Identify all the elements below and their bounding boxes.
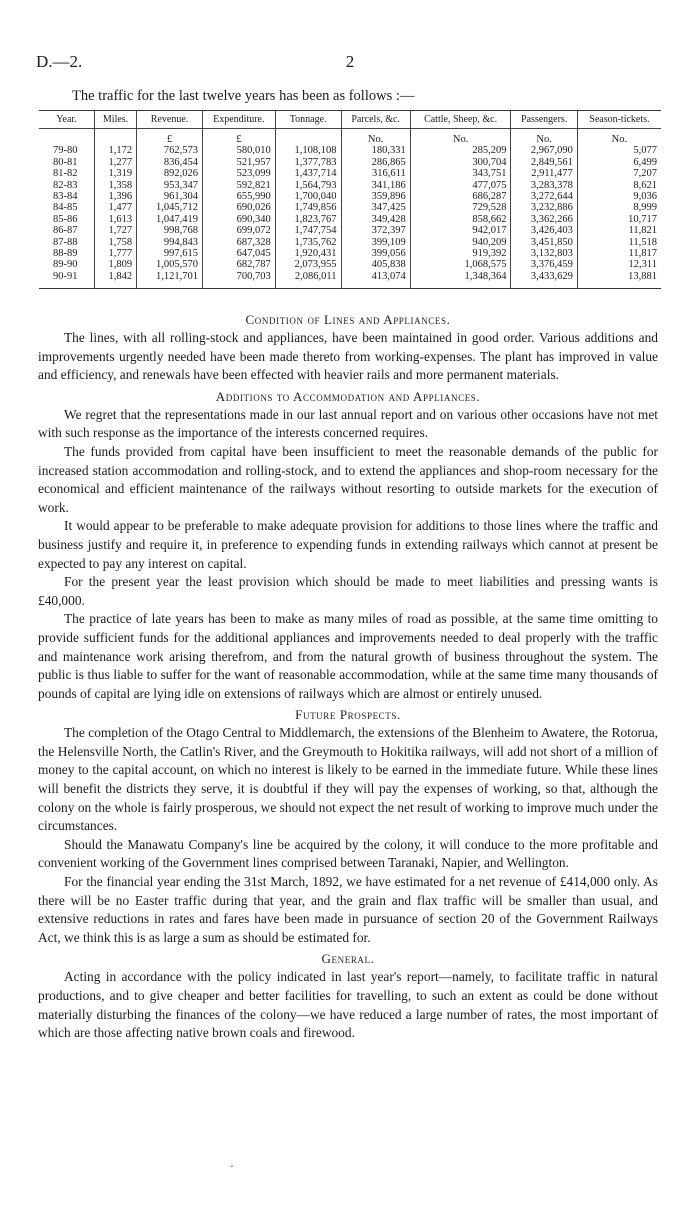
table-cell: 3,272,644 <box>511 191 577 202</box>
table-cell: 12,311 <box>577 259 661 270</box>
table-cell: 87-88 <box>53 236 78 248</box>
table-cell: 592,821 <box>202 180 275 191</box>
table-cell: 1,823,767 <box>275 214 341 225</box>
table-cell: 1,068,575 <box>410 259 511 270</box>
table-cell: 1,564,793 <box>275 180 341 191</box>
table-cell: 687,328 <box>202 237 275 248</box>
paragraph: For the financial year ending the 31st March, 1892, we have estimated for a net revenue of £414,000 only. As there will be no Easter traffic during that year, and the grain and flax traffic will be smaller than usual, and extensive reductions in rates and fares have been made in pursuance of section 20 of the Government Railways Act, we think this is as large a sum as should be estimated for. <box>38 874 658 945</box>
document-reference: D.—2. <box>36 52 83 71</box>
traffic-table <box>39 110 661 289</box>
table-cell: 686,287 <box>410 191 511 202</box>
table-cell: 690,026 <box>202 202 275 213</box>
report-body <box>38 308 658 1043</box>
paragraph: For the present year the least provision which should be made to meet liabilities and pressing wants is £40,000. <box>38 574 658 608</box>
unit-cell: No. <box>410 129 511 146</box>
unit-cell: No. <box>511 129 577 146</box>
table-cell: 2,967,090 <box>511 145 577 156</box>
table-cell: 1,758 <box>95 237 137 248</box>
table-cell: 1,319 <box>95 168 137 179</box>
table-cell: 5,077 <box>577 145 661 156</box>
table-cell: 2,073,955 <box>275 259 341 270</box>
section-heading-general: General. <box>321 951 375 967</box>
table-cell: 1,477 <box>95 202 137 213</box>
table-cell: 7,207 <box>577 168 661 179</box>
table-body <box>39 129 661 289</box>
table-cell: 84-85 <box>53 202 78 214</box>
table-cell: 86-87 <box>53 225 78 237</box>
column-header-year: Year. <box>39 111 95 129</box>
table-cell: 8,621 <box>577 180 661 191</box>
table-cell: 1,437,714 <box>275 168 341 179</box>
paragraph: It would appear to be preferable to make adequate provision for additions to those lines where the traffic and business justify and require it, in preference to expending funds in extending railways which cannot at present be expected to pay any interest on capital. <box>38 518 658 571</box>
table-cell: 994,843 <box>137 237 203 248</box>
unit-cell: No. <box>341 129 410 146</box>
page-number: 2 <box>345 52 355 71</box>
section-heading-condition: Condition of Lines and Appliances. <box>245 312 451 327</box>
table-cell: 3,232,886 <box>511 202 577 213</box>
table-cell: 523,099 <box>202 168 275 179</box>
table-cell: 180,331 <box>341 145 410 156</box>
unit-cell <box>39 129 95 146</box>
table-row <box>39 180 661 191</box>
unit-cell: £ <box>137 129 203 146</box>
table-cell: 341,186 <box>341 180 410 191</box>
table-cell: 1,121,701 <box>137 271 203 289</box>
table-row <box>39 202 661 213</box>
table-units-row <box>39 129 661 146</box>
table-cell: 3,433,629 <box>511 271 577 289</box>
table-cell: 1,777 <box>95 248 137 259</box>
table-row <box>39 259 661 270</box>
table-cell: 11,817 <box>577 248 661 259</box>
table-row <box>39 237 661 248</box>
table-cell: 1,277 <box>95 157 137 168</box>
table-cell: 3,362,266 <box>511 214 577 225</box>
unit-cell <box>275 129 341 146</box>
table-cell: 81-82 <box>53 168 78 180</box>
table-row <box>39 145 661 156</box>
table-cell: 655,990 <box>202 191 275 202</box>
table-cell: 8,999 <box>577 202 661 213</box>
table-cell: 2,849,561 <box>511 157 577 168</box>
table-cell: 682,787 <box>202 259 275 270</box>
table-cell: 89-90 <box>53 259 78 271</box>
table-cell: 998,768 <box>137 225 203 236</box>
section-heading-additions: Additions to Accommodation and Appliances. <box>215 388 481 404</box>
paragraph: We regret that the representations made in our last annual report and on various other occasions have not met with such response as the importance of the interests concerned requires. <box>38 406 658 441</box>
table-cell: 286,865 <box>341 157 410 168</box>
table-intro: The traffic for the last twelve years has been as follows :— <box>72 88 415 104</box>
table-cell: 349,428 <box>341 214 410 225</box>
table-cell: 3,283,378 <box>511 180 577 191</box>
table-cell: 3,451,850 <box>511 237 577 248</box>
table-cell: 1,735,762 <box>275 237 341 248</box>
table-cell: 647,045 <box>202 248 275 259</box>
table-cell: 11,821 <box>577 225 661 236</box>
table-cell: 1,396 <box>95 191 137 202</box>
column-header-tonnage: Tonnage. <box>275 111 341 129</box>
column-header-parcels: Parcels, &c. <box>341 111 410 129</box>
table-cell: 940,209 <box>410 237 511 248</box>
section-heading-future: Future Prospects. <box>295 707 401 723</box>
paragraph: Should the Manawatu Company's line be acquired by the colony, it will conduce to the more profitable and convenient working of the Government lines comprised between Taranaki, Napier, and Wellington. <box>38 836 658 871</box>
table-cell: 13,881 <box>577 271 661 289</box>
table-row <box>39 214 661 225</box>
table-cell: 961,304 <box>137 191 203 202</box>
table-cell: 79-80 <box>53 145 78 157</box>
table-cell: 2,086,011 <box>275 271 341 289</box>
table-cell: 700,703 <box>202 271 275 289</box>
table-row <box>39 271 661 289</box>
column-header-miles: Miles. <box>95 111 137 129</box>
table-row <box>39 168 661 179</box>
unit-cell: £ <box>202 129 275 146</box>
table-cell: 80-81 <box>53 156 78 168</box>
table-cell: 399,109 <box>341 237 410 248</box>
table-cell: 3,132,803 <box>511 248 577 259</box>
table-cell: 413,074 <box>341 271 410 289</box>
table-cell: 316,611 <box>341 168 410 179</box>
table-cell: 1,842 <box>95 271 137 289</box>
table-cell: 942,017 <box>410 225 511 236</box>
table-cell: 1,749,856 <box>275 202 341 213</box>
table-header-row <box>39 111 661 129</box>
table-cell: 343,751 <box>410 168 511 179</box>
table-cell: 477,075 <box>410 180 511 191</box>
table-cell: 762,573 <box>137 145 203 156</box>
table-cell: 729,528 <box>410 202 511 213</box>
table-cell: 300,704 <box>410 157 511 168</box>
table-cell: 359,896 <box>341 191 410 202</box>
table-cell: 347,425 <box>341 202 410 213</box>
table-cell: 88-89 <box>53 248 78 260</box>
table-cell: 1,108,108 <box>275 145 341 156</box>
table-cell: 372,397 <box>341 225 410 236</box>
printers-mark: ˇ <box>230 1165 234 1176</box>
page-header <box>36 52 664 76</box>
table-cell: 3,376,459 <box>511 259 577 270</box>
table-cell: 836,454 <box>137 157 203 168</box>
column-header-revenue: Revenue. <box>137 111 203 129</box>
table-cell: 521,957 <box>202 157 275 168</box>
table-cell: 892,026 <box>137 168 203 179</box>
table-cell: 1,727 <box>95 225 137 236</box>
table-cell: 858,662 <box>410 214 511 225</box>
table-cell: 90-91 <box>53 270 78 282</box>
table-cell: 997,615 <box>137 248 203 259</box>
table-cell: 1,047,419 <box>137 214 203 225</box>
table-cell: 10,717 <box>577 214 661 225</box>
table-cell: 3,426,403 <box>511 225 577 236</box>
table-cell: 405,838 <box>341 259 410 270</box>
table-row <box>39 157 661 168</box>
paragraph: The lines, with all rolling-stock and appliances, have been maintained in good order. Various additions and improvements urgently needed have been made thereto from working-expenses. The plant has improved in value and efficiency, and renewals have been effected with heavier rails and more permanent materials. <box>38 330 658 383</box>
table-cell: 699,072 <box>202 225 275 236</box>
table-cell: 9,036 <box>577 191 661 202</box>
table-cell: 690,340 <box>202 214 275 225</box>
table-cell: 285,209 <box>410 145 511 156</box>
table-cell: 11,518 <box>577 237 661 248</box>
paragraph: Acting in accordance with the policy indicated in last year's report—namely, to facilitate traffic in natural productions, and to give cheaper and better facilities for travelling, to such an extent as could be done without materially disturbing the finances of the colony—we have reduced a large number of rates, the most important of which are those affecting native brown coals and firewood. <box>38 969 658 1041</box>
table-cell: 1,747,754 <box>275 225 341 236</box>
table-cell: 85-86 <box>53 213 78 225</box>
column-header-expenditure: Expenditure. <box>202 111 275 129</box>
table-row <box>39 225 661 236</box>
unit-cell <box>95 129 137 146</box>
table-cell: 580,010 <box>202 145 275 156</box>
table-cell: 919,392 <box>410 248 511 259</box>
paragraph: The funds provided from capital have been insufficient to meet the reasonable demands of the public for increased station accommodation and rolling-stock, and to extend the appliances and shop-room necessary for the economical and efficient maintenance of the railways without resorting to outside markets for the execution of work. <box>38 443 658 515</box>
table-cell: 82-83 <box>53 179 78 191</box>
table-cell: 1,920,431 <box>275 248 341 259</box>
table-cell: 1,172 <box>95 145 137 156</box>
unit-cell: No. <box>577 129 661 146</box>
table-cell: 1,358 <box>95 180 137 191</box>
table-cell: 1,613 <box>95 214 137 225</box>
table-cell: 83-84 <box>53 191 78 203</box>
column-header-season-tickets: Season-tickets. <box>577 111 661 129</box>
table-cell: 1,377,783 <box>275 157 341 168</box>
column-header-passengers: Passengers. <box>511 111 577 129</box>
table-cell: 953,347 <box>137 180 203 191</box>
column-header-cattle-sheep: Cattle, Sheep, &c. <box>410 111 511 129</box>
table-cell: 1,045,712 <box>137 202 203 213</box>
table-row <box>39 191 661 202</box>
paragraph: The completion of the Otago Central to Middlemarch, the extensions of the Blenheim to Awatere, the Rotorua, the Helensville North, the Catlin's River, and the Greymouth to Hokitika railways, will add not short of a million of money to the capital account, on which no interest is likely to be earned in the immediate future. While these lines will benefit the districts they serve, it is doubtful if they will pay the expenses of working, so that, although the colony on the whole is fairly prosperous, we should not expect the net result of working to improve much under the circumstances. <box>38 725 658 834</box>
table-row <box>39 248 661 259</box>
table-cell: 1,809 <box>95 259 137 270</box>
table-cell: 6,499 <box>577 157 661 168</box>
paragraph: The practice of late years has been to make as many miles of road as possible, at the same time omitting to provide sufficient funds for the additional appliances and improvements needed to deal properly with the traffic and maintenance work arising therefrom, and from the natural growth of business throughout the system. The public is thus liable to suffer for the want of reasonable accommodation, while at the same time many thousands of pounds of capital are lying idle on extensions of railways which are almost or entirely unused. <box>38 611 658 701</box>
table-cell: 1,700,040 <box>275 191 341 202</box>
table-cell: 1,005,570 <box>137 259 203 270</box>
table-cell: 2,911,477 <box>511 168 577 179</box>
table-cell: 1,348,364 <box>410 271 511 289</box>
table-cell: 399,056 <box>341 248 410 259</box>
